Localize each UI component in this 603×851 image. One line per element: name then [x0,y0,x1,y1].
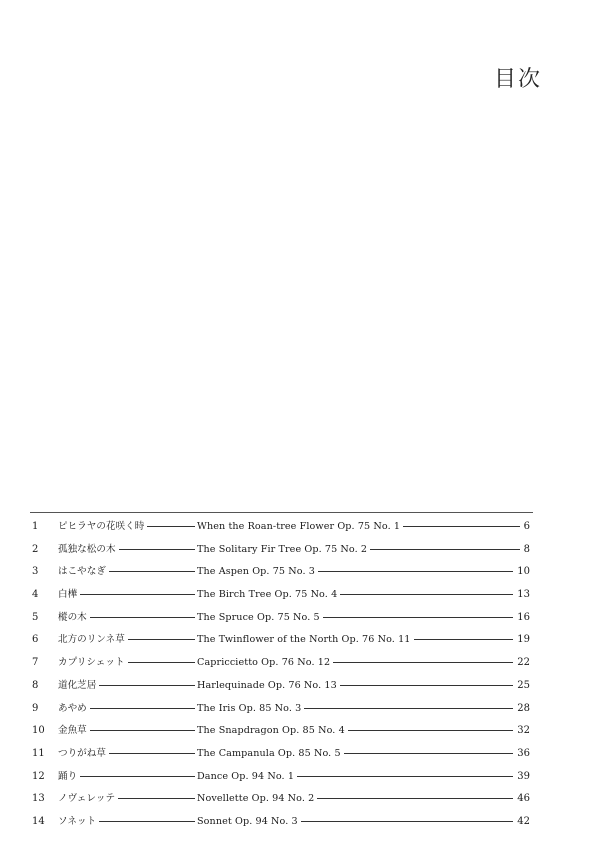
entry-english-title: Harlequinade Op. 76 No. 13 [197,679,337,691]
leader-line [414,639,513,640]
toc-entry [32,629,530,652]
entry-number: 5 [32,611,39,623]
entry-japanese-title: ノヴェレッテ [58,793,116,805]
leader-line [301,821,513,822]
toc-entry [32,516,530,539]
leader-line [118,798,195,799]
entry-english-title: The Birch Tree Op. 75 No. 4 [197,589,338,601]
leader-line [340,685,513,686]
entry-number: 3 [32,566,39,578]
leader-line [99,685,195,686]
leader-line [119,549,195,550]
entry-number: 14 [32,815,45,827]
entry-japanese-title: 金魚草 [58,725,87,737]
toc-entry [32,720,530,743]
entry-english-title: The Aspen Op. 75 No. 3 [197,566,315,578]
entry-number: 2 [32,543,39,555]
entry-english-title: The Solitary Fir Tree Op. 75 No. 2 [197,543,368,555]
leader-line [370,549,520,550]
leader-line [128,639,195,640]
entry-english-title: The Spruce Op. 75 No. 5 [197,611,320,623]
leader-line [348,730,513,731]
entry-english-title: The Iris Op. 85 No. 3 [197,702,302,714]
leader-line [109,753,195,754]
entry-page-number: 6 [523,521,530,532]
leader-line [318,571,513,572]
entry-page-number: 25 [517,679,530,691]
leader-line [90,617,195,618]
entry-japanese-title: あやめ [58,702,87,714]
entry-page-number: 8 [523,543,530,555]
entry-number: 6 [32,634,39,646]
entry-page-number: 19 [517,634,530,646]
entry-japanese-title: 白樺 [58,589,78,601]
entry-number: 11 [32,747,45,759]
leader-line [128,662,195,663]
leader-line [403,526,520,527]
entry-page-number: 42 [517,815,530,827]
leader-line [333,662,513,663]
entry-japanese-title: はこやなぎ [58,566,106,578]
entry-japanese-title: カプリシェット [58,657,125,669]
entry-english-title: Capriccietto Op. 76 No. 12 [197,657,331,669]
entry-number: 4 [32,589,39,601]
entry-page-number: 28 [517,702,530,714]
leader-line [340,594,513,595]
toc-entry [32,766,530,789]
toc-entry [32,561,530,584]
entry-number: 8 [32,679,39,691]
toc-entry [32,584,530,607]
leader-line [99,821,195,822]
leader-line [297,776,513,777]
entry-japanese-title: 道化芝居 [58,679,97,691]
toc-entry [32,698,530,721]
entry-number: 12 [32,770,45,782]
entry-english-title: The Campanula Op. 85 No. 5 [197,747,341,759]
entry-number: 9 [32,702,39,714]
leader-line [323,617,513,618]
entry-page-number: 22 [517,657,530,669]
toc-entry [32,788,530,811]
toc-entry [32,675,530,698]
entry-japanese-title: 踊り [58,770,78,782]
leader-line [317,798,513,799]
entry-number: 7 [32,657,39,669]
entry-english-title: When the Roan-tree Flower Op. 75 No. 1 [197,521,401,532]
leader-line [109,571,195,572]
leader-line [344,753,513,754]
toc-entry [32,743,530,766]
leader-line [80,776,195,777]
leader-line [147,526,195,527]
leader-line [304,708,513,709]
page-title: 目次 [494,67,543,92]
leader-line [90,708,195,709]
toc-entry [32,811,530,834]
entry-page-number: 36 [517,747,530,759]
table-of-contents-divider [30,512,533,513]
entry-japanese-title: 北方のリンネ草 [58,634,125,646]
entry-japanese-title: つりがね草 [58,747,106,759]
entry-number: 1 [32,521,39,532]
entry-page-number: 46 [517,793,530,805]
toc-entry [32,652,530,675]
leader-line [90,730,195,731]
leader-line [80,594,195,595]
toc-entry [32,607,530,630]
entry-page-number: 39 [517,770,530,782]
toc-entry [32,539,530,562]
entry-page-number: 16 [517,611,530,623]
entry-japanese-title: ソネット [58,815,97,827]
entry-page-number: 32 [517,725,530,737]
entry-number: 13 [32,793,45,805]
entry-english-title: The Snapdragon Op. 85 No. 4 [197,725,345,737]
entry-number: 10 [32,725,45,737]
entry-page-number: 13 [517,589,530,601]
entry-english-title: The Twinflower of the North Op. 76 No. 11 [197,634,411,646]
table-of-contents [32,516,530,834]
entry-english-title: Novellette Op. 94 No. 2 [197,793,315,805]
entry-japanese-title: 樅の木 [58,611,87,623]
entry-japanese-title: ピヒラヤの花咲く時 [58,521,145,532]
entry-english-title: Sonnet Op. 94 No. 3 [197,815,298,827]
entry-japanese-title: 孤独な松の木 [58,543,116,555]
entry-page-number: 10 [517,566,530,578]
entry-english-title: Dance Op. 94 No. 1 [197,770,295,782]
